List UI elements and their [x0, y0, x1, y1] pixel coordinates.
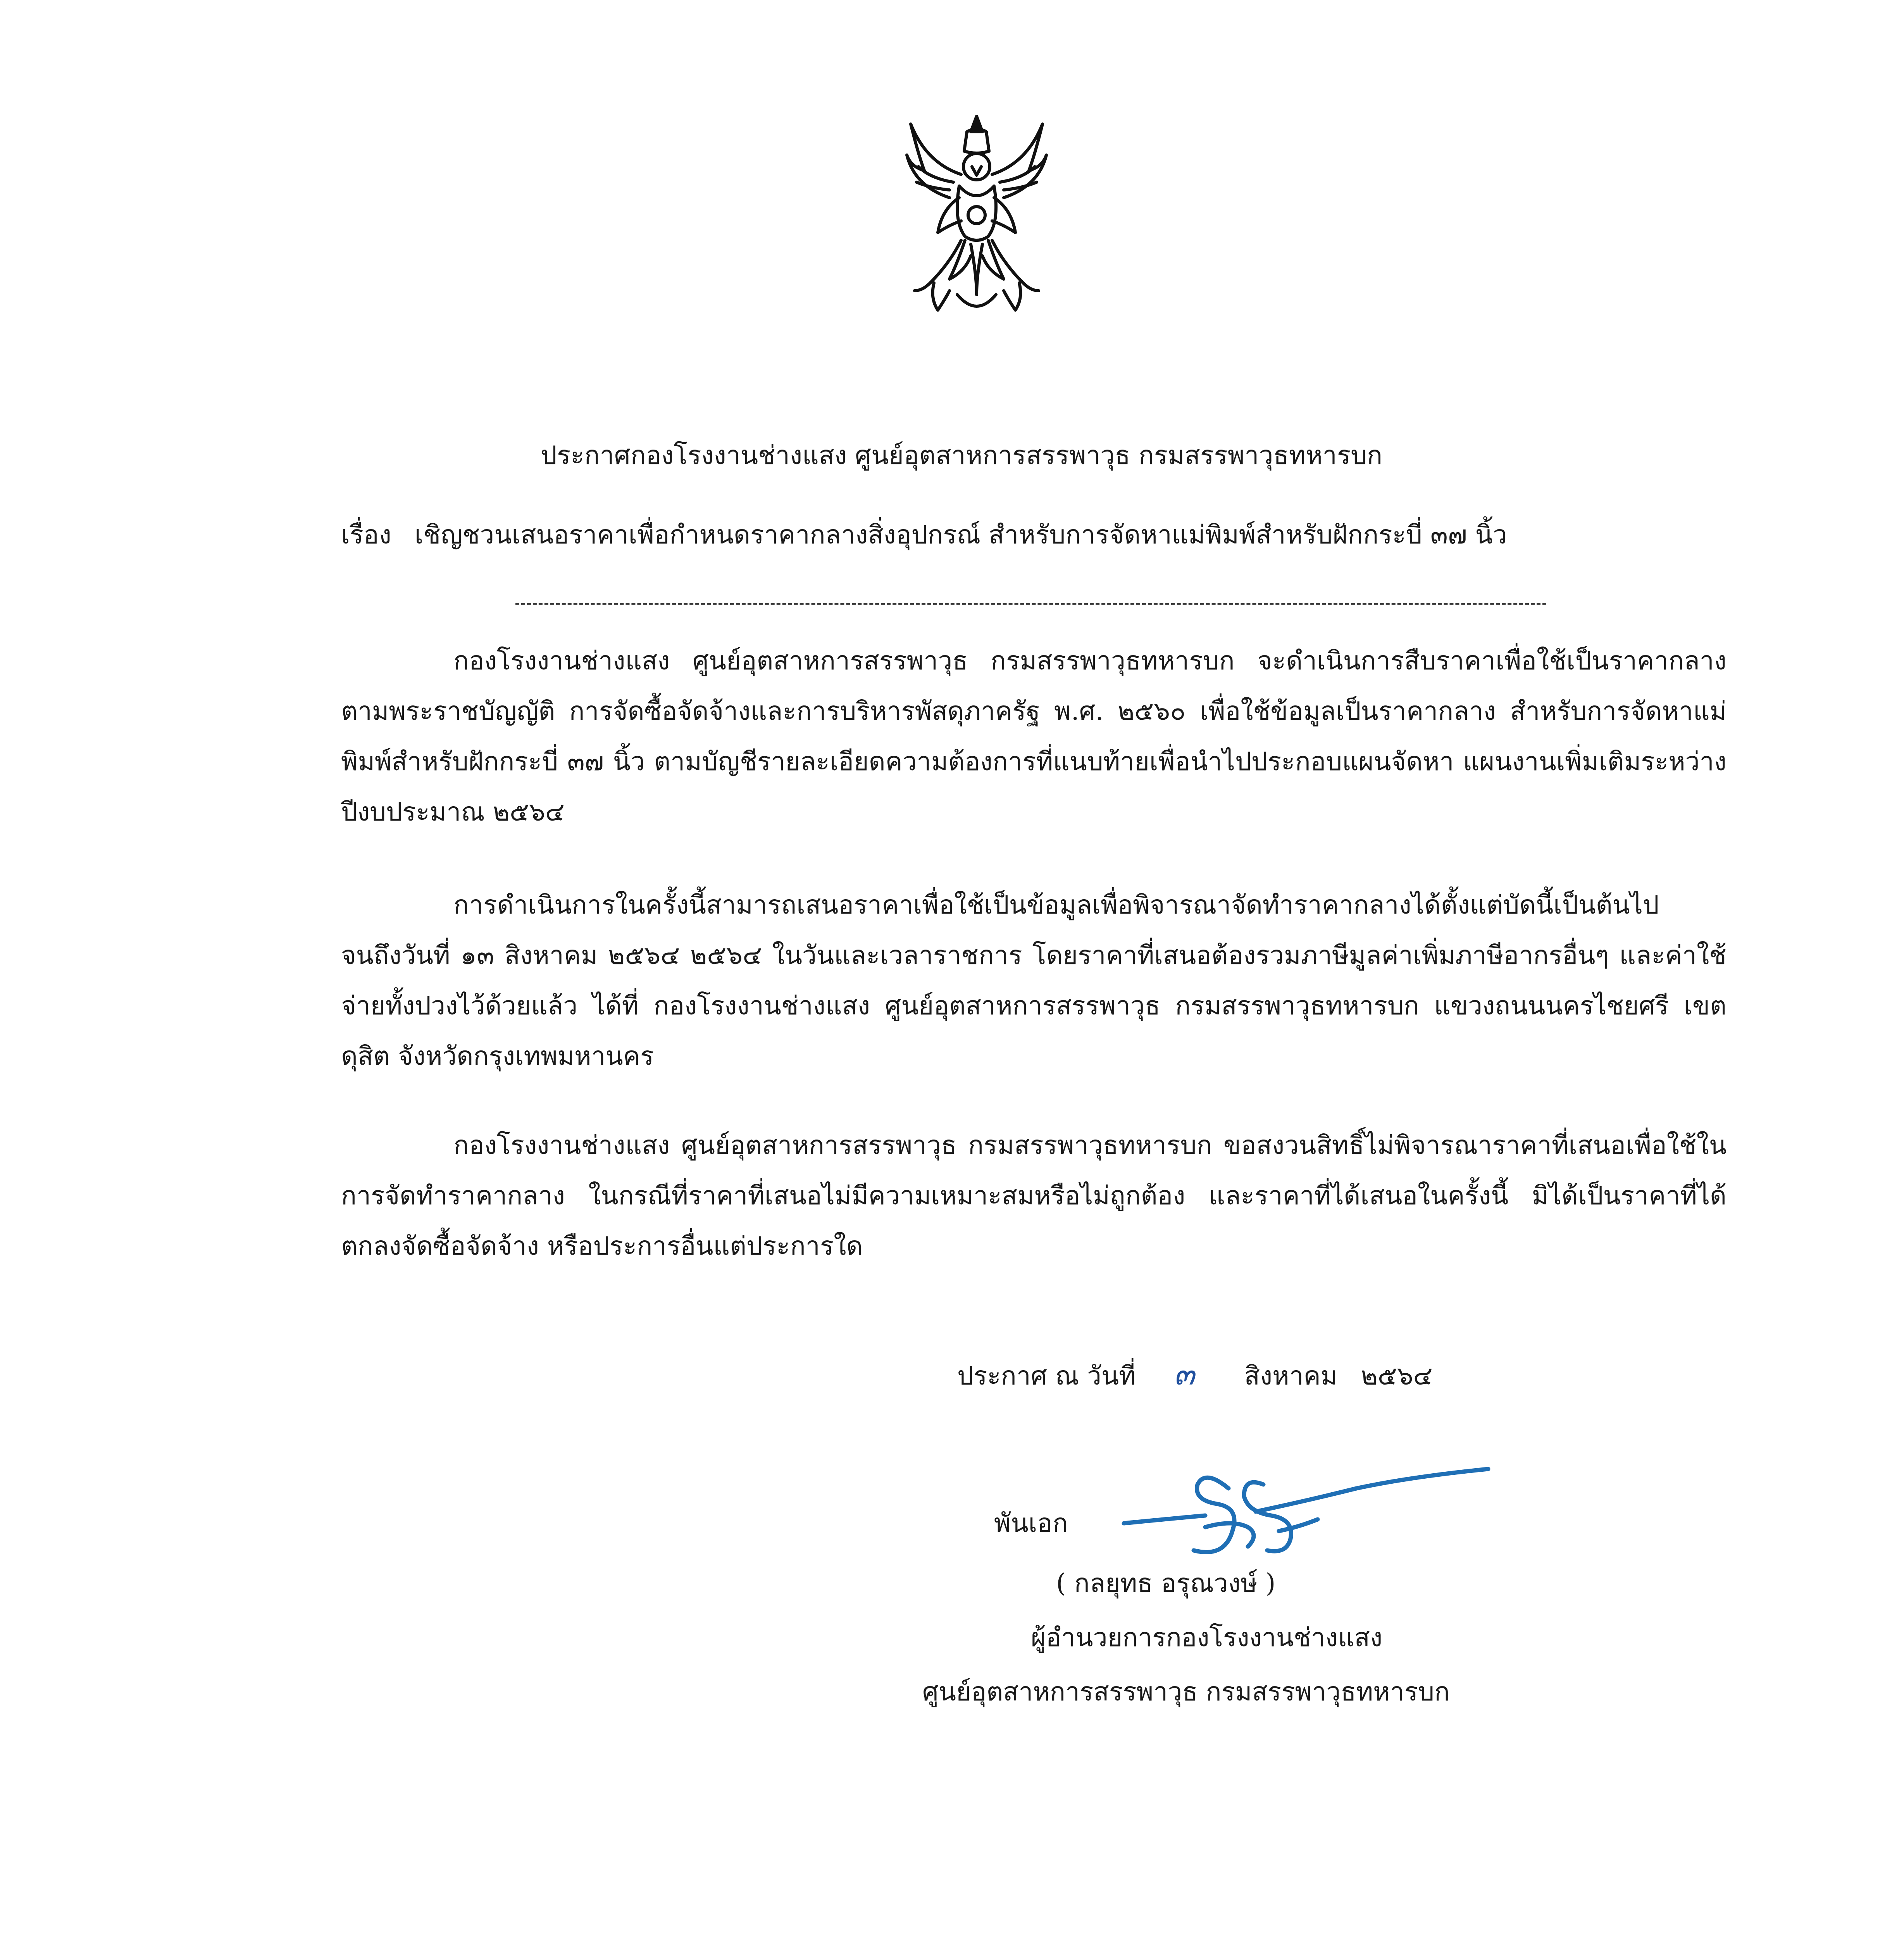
- signer-name: ( กลยุทธ อรุณวงษ์ ): [1056, 1568, 1276, 1598]
- signer-position-2: ศูนย์อุตสาหการสรรพาวุธ กรมสรรพาวุธทหารบก: [922, 1677, 1450, 1707]
- separator-line: [515, 603, 1546, 605]
- date-prefix: ประกาศ ณ วันที่: [957, 1361, 1136, 1391]
- handwritten-signature: [1116, 1461, 1496, 1578]
- garuda-emblem-icon: [903, 109, 1050, 326]
- subject-text: เชิญชวนเสนอราคาเพื่อกำหนดราคากลางสิ่งอุปกรณ์ สำหรับการจัดหาแม่พิมพ์สำหรับฝักกระบี่ ๓๗ นิ้ว: [414, 520, 1507, 550]
- signer-rank: พันเอก: [994, 1508, 1068, 1538]
- signer-position-1: ผู้อำนวยการกองโรงงานช่างแสง: [1031, 1622, 1383, 1652]
- paragraph-2: การดำเนินการในครั้งนี้สามารถเสนอราคาเพื่อใช้เป็นข้อมูลเพื่อพิจารณาจัดทำราคากลางได้ตั้งแต่บัดนี้เป็นต้นไป จนถึงวันที่ ๑๓ สิงหาคม ๒๕๖๔ ๒๕๖๔ ในวันและเวลาราชการ โดยราคาที่เสนอต้องรวมภาษีมูลค่าเพิ่มภาษีอากรอื่นๆ และค่าใช้จ่ายทั้งปวงไว้ด้วยแล้ว ได้ที่ กองโรงงานช่างแสง ศูนย์อุตสาหการสรรพาวุธ กรมสรรพาวุธทหารบก แขวงถนนนครไชยศรี เขตดุสิต จังหวัดกรุงเทพมหานคร: [341, 890, 1727, 1071]
- paragraph-1: กองโรงงานช่างแสง ศูนย์อุตสาหการสรรพาวุธ กรมสรรพาวุธทหารบก จะดำเนินการสืบราคาเพื่อใช้เป็นราคากลางตามพระราชบัญญัติ การจัดซื้อจัดจ้างและการบริหารพัสดุภาครัฐ พ.ศ. ๒๕๖๐ เพื่อใช้ข้อมูลเป็นราคากลาง สำหรับการจัดหาแม่พิมพ์สำหรับฝักกระบี่ ๓๗ นิ้ว ตามบัญชีรายละเอียดความต้องการที่แนบท้ายเพื่อนำไปประกอบแผนจัดหา แผนงานเพิ่มเติมระหว่างปีงบประมาณ ๒๕๖๔: [341, 646, 1727, 827]
- date-month: สิงหาคม: [1244, 1361, 1338, 1391]
- paragraph-3: กองโรงงานช่างแสง ศูนย์อุตสาหการสรรพาวุธ กรมสรรพาวุธทหารบก ขอสงวนสิทธิ์ไม่พิจารณาราคาที่เสนอเพื่อใช้ในการจัดทำราคากลาง ในกรณีที่ราคาที่เสนอไม่มีความเหมาะสมหรือไม่ถูกต้อง และราคาที่ได้เสนอในครั้งนี้ มิได้เป็นราคาที่ได้ตกลงจัดซื้อจัดจ้าง หรือประการอื่นแต่ประการใด: [341, 1130, 1727, 1261]
- date-year: ๒๕๖๔: [1361, 1361, 1433, 1391]
- subject-label: เรื่อง: [341, 520, 391, 550]
- date-day-handwritten: ๓: [1173, 1356, 1195, 1392]
- announcement-title: ประกาศกองโรงงานช่างแสง ศูนย์อุตสาหการสรรพาวุธ กรมสรรพาวุธทหารบก: [541, 440, 1383, 470]
- announcement-subject: [341, 517, 1507, 552]
- announcement-date: [957, 1357, 1433, 1393]
